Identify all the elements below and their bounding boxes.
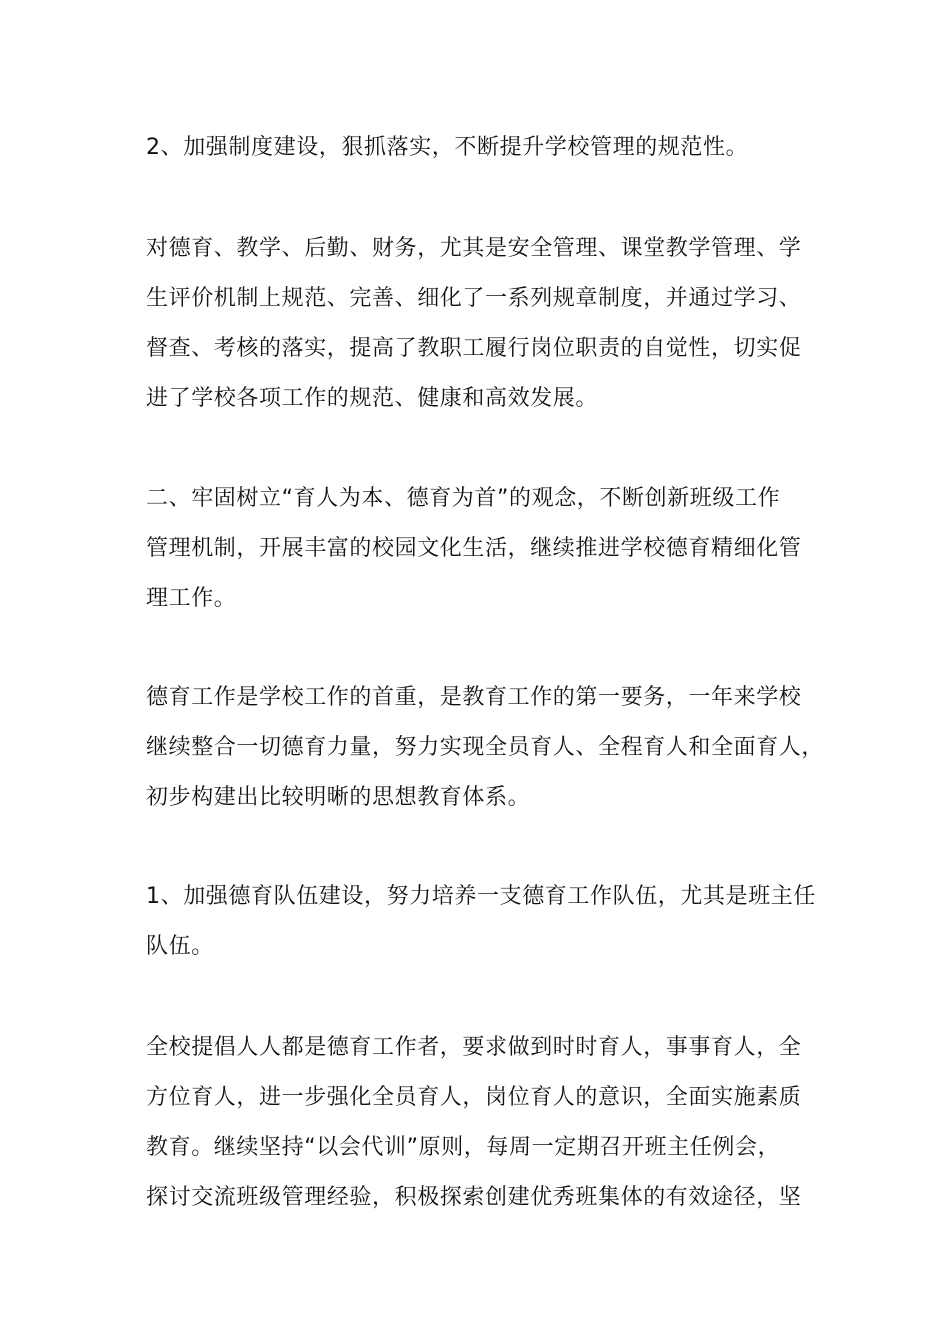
text-line: 对德育、教学、后勤、财务，尤其是安全管理、课堂教学管理、学	[146, 236, 802, 261]
text-line: 教育。继续坚持“以会代训”原则，每周一定期召开班主任例会，	[146, 1135, 781, 1160]
text-line: 理工作。	[146, 586, 237, 611]
text-line: 督查、考核的落实，提高了教职工履行岗位职责的自觉性，切实促	[146, 336, 802, 361]
text-line: 管理机制，开展丰富的校园文化生活，继续推进学校德育精细化管	[146, 536, 802, 561]
text-line: 生评价机制上规范、完善、细化了一系列规章制度，并通过学习、	[146, 286, 802, 311]
text-line: 2、加强制度建设，狠抓落实，不断提升学校管理的规范性。	[146, 135, 749, 160]
text-line: 1、加强德育队伍建设，努力培养一支德育工作队伍，尤其是班主任	[146, 884, 816, 909]
paragraph-heading-1-team	[146, 872, 836, 972]
paragraph-heading-2-system	[146, 123, 836, 173]
paragraph-section-two-heading	[146, 474, 836, 624]
text-line: 全校提倡人人都是德育工作者，要求做到时时育人，事事育人，全	[146, 1035, 802, 1060]
text-line: 探讨交流班级管理经验，积极探索创建优秀班集体的有效途径，坚	[146, 1185, 802, 1210]
text-line: 德育工作是学校工作的首重，是教育工作的第一要务，一年来学校	[146, 685, 802, 710]
text-line: 队伍。	[146, 934, 214, 959]
text-line: 二、牢固树立“育人为本、德育为首”的观念，不断创新班级工作	[146, 486, 781, 511]
text-line: 进了学校各项工作的规范、健康和高效发展。	[146, 386, 599, 411]
text-line: 继续整合一切德育力量，努力实现全员育人、全程育人和全面育人，	[146, 735, 825, 760]
text-line: 方位育人，进一步强化全员育人，岗位育人的意识，全面实施素质	[146, 1085, 802, 1110]
text-line: 初步构建出比较明晰的思想教育体系。	[146, 785, 531, 810]
paragraph-management-body	[146, 224, 836, 424]
paragraph-whole-school-body	[146, 1023, 836, 1223]
paragraph-moral-education-body	[146, 673, 836, 823]
